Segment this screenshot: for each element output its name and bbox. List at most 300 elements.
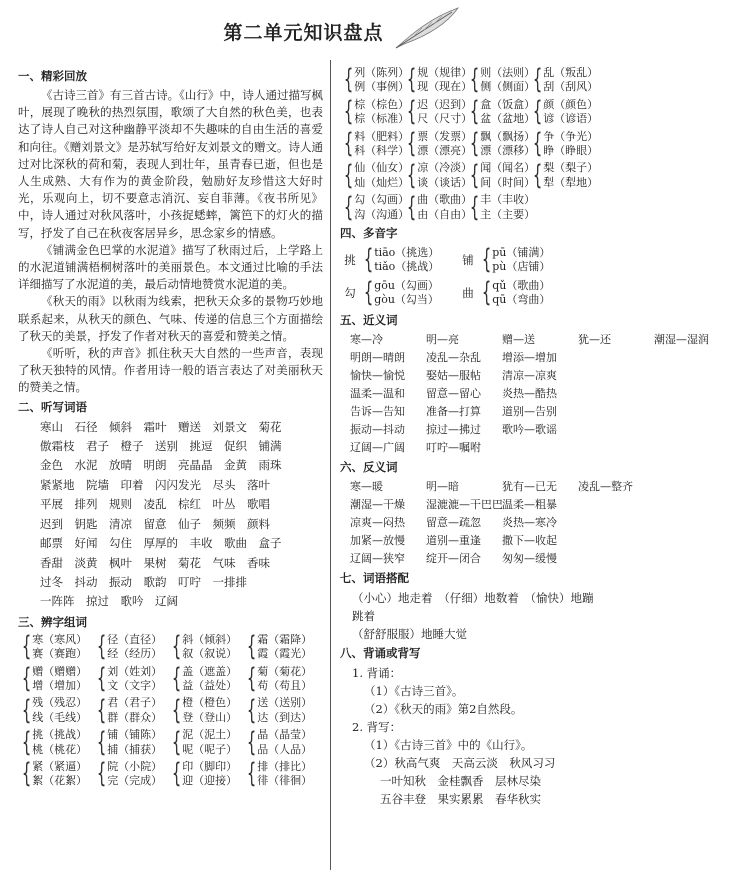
group-word: 登（登山） (182, 710, 238, 724)
feather-icon (392, 4, 462, 52)
group-words (107, 633, 162, 662)
section-heading: 五、近义词 (340, 312, 398, 327)
word-pair-row (340, 439, 595, 457)
word-pair: 明朗—晴朗 (350, 350, 405, 364)
word-group (93, 696, 168, 725)
group-word: 棕（棕色） (354, 97, 410, 111)
word-pair: 匆匆—缓慢 (502, 551, 557, 565)
group-word: 君（君子） (107, 696, 163, 710)
brace-icon: { (363, 277, 374, 309)
word-line: 平展 排列 规则 凌乱 棕红 叶丛 歌唱 (40, 497, 270, 512)
column-divider (330, 60, 331, 870)
recite-item: 五谷丰登 果实累累 春华秋实 (380, 791, 541, 806)
word-pair-row (340, 532, 595, 550)
group-word: 斜（倾斜） (182, 632, 238, 646)
word-pair-row (340, 349, 595, 367)
group-word: 赠（赠赠） (32, 664, 88, 678)
word-group (340, 128, 410, 160)
group-word: 闻（闻名） (480, 161, 536, 175)
word-group (168, 662, 243, 694)
word-line: 金色 水泥 放晴 明朗 亮晶晶 金黄 雨珠 (40, 458, 282, 473)
polyphone-char: 铺 (462, 253, 474, 268)
brace-icon: { (343, 64, 354, 96)
group-word: 料（肥料） (354, 129, 410, 143)
polyphone-reading: gòu（勾当） (374, 293, 439, 307)
group-word: 径（直径） (107, 632, 163, 646)
group-words (32, 760, 87, 789)
section-heading: 一、精彩回放 (18, 69, 87, 83)
brace-icon: { (343, 128, 354, 160)
brace-icon: { (96, 631, 107, 663)
group-word: 间（时间） (480, 175, 536, 189)
word-group (168, 760, 243, 789)
word-pair: 凌乱—整齐 (578, 479, 633, 493)
polyphone-item (340, 246, 458, 275)
group-word: 沟（沟通） (354, 207, 410, 221)
word-pair: 撒下—收起 (502, 533, 557, 547)
polyphone-readings (492, 279, 550, 308)
group-word: 勾（勾画） (354, 193, 410, 207)
group-words (417, 130, 472, 159)
word-group (168, 696, 243, 725)
word-group (18, 760, 93, 789)
group-words (480, 161, 535, 190)
word-group (340, 64, 410, 96)
recite-item: （2）《秋天的雨》第2自然段。 (364, 701, 523, 716)
group-words (543, 130, 598, 159)
brace-icon: { (406, 191, 417, 223)
group-words (182, 696, 237, 725)
word-pair: 振动—抖动 (350, 422, 405, 436)
word-group (529, 96, 599, 128)
brace-icon: { (246, 631, 257, 663)
word-line: 傲霜枝 君子 橙子 送别 挑逗 促织 铺满 (40, 439, 282, 454)
group-words (107, 665, 162, 694)
word-group (466, 191, 536, 223)
group-word: 乱（叛乱） (543, 66, 599, 79)
group-word: 现（现在） (417, 80, 473, 94)
word-pair-row (340, 550, 595, 568)
word-pair: 道别—重逢 (426, 533, 481, 547)
group-word: 尺（尺寸） (417, 112, 473, 126)
brace-icon: { (96, 726, 107, 758)
brace-icon: { (532, 128, 543, 160)
group-word: 争（争光） (543, 129, 599, 143)
group-word: 印（脚印） (182, 759, 238, 773)
polyphone-item (458, 246, 576, 275)
brace-icon: { (469, 191, 480, 223)
group-word: 飘（飘扬） (480, 129, 536, 143)
group-word: 赛（赛跑） (32, 647, 88, 661)
group-word: 科（科学） (354, 144, 410, 158)
group-words (182, 728, 237, 757)
group-word: 例（事例） (354, 80, 410, 94)
brace-icon: { (469, 128, 480, 160)
word-group (340, 96, 410, 128)
group-word: 仙（仙女） (354, 161, 410, 175)
group-word: 橙（橙色） (182, 696, 238, 710)
group-word: 絮（花絮） (32, 774, 88, 788)
word-group (466, 128, 536, 160)
group-word: 挑（挑战） (32, 728, 88, 742)
paragraph: 《铺满金色巴掌的水泥道》描写了秋雨过后，上学路上的水泥道铺满梧桐树落叶的美丽景色。本文通过比喻的手法详细描写了水泥道的美，最后动情地赞赏水泥道的美。 (18, 242, 323, 292)
polyphone-reading: qū（弯曲） (492, 293, 551, 307)
brace-icon: { (171, 631, 182, 663)
page-title: 第二单元知识盘点 (223, 22, 384, 44)
word-pair-row (340, 478, 633, 496)
word-group (529, 159, 599, 191)
word-group (168, 728, 243, 757)
group-word: 则（法则） (480, 66, 536, 79)
group-word: 犁（犁地） (543, 175, 599, 189)
group-word: 泥（泥土） (182, 728, 238, 742)
word-group (403, 96, 473, 128)
brace-icon: { (343, 191, 354, 223)
word-group (243, 728, 318, 757)
group-words (182, 760, 237, 789)
word-pair: 潮湿—干燥 (350, 497, 405, 511)
brace-icon: { (481, 277, 492, 309)
group-word: 主（主要） (480, 207, 536, 221)
group-words (417, 98, 472, 127)
brace-icon: { (343, 96, 354, 128)
recite-item: （1）《古诗三首》。 (364, 683, 464, 698)
brace-icon: { (343, 159, 354, 191)
group-words (480, 130, 535, 159)
group-word: 侧（侧面） (480, 80, 536, 94)
word-pair: 准备—打算 (426, 404, 481, 418)
group-word: 刮（刮风） (543, 80, 599, 94)
group-words (107, 696, 162, 725)
word-pair-row (340, 367, 595, 385)
word-group (243, 696, 318, 725)
word-group (529, 128, 599, 160)
collocation-line: （舒舒服服）地睡大觉 (352, 626, 467, 641)
group-words (32, 665, 87, 694)
group-words (257, 696, 312, 725)
group-word: 曲（歌曲） (417, 193, 473, 207)
polyphone-reading: qǔ（歌曲） (492, 278, 551, 292)
polyphone-char: 勾 (344, 286, 356, 301)
word-pair: 掠过—拂过 (426, 422, 481, 436)
group-word: 叙（叙说） (182, 647, 238, 661)
brace-icon: { (96, 694, 107, 726)
group-word: 菊（菊花） (257, 664, 313, 678)
collocation-line: （小心）地走着 （仔细）地数着 （愉快）地蹦跳着 (352, 590, 594, 623)
word-group (243, 662, 318, 694)
brace-icon: { (96, 662, 107, 694)
word-pair: 寒—冷 (350, 332, 383, 346)
group-word: 增（增加） (32, 678, 88, 692)
group-words (107, 728, 162, 757)
word-line: 香甜 淡黄 枫叶 果树 菊花 气味 香味 (40, 555, 270, 570)
group-word: 霞（霞光） (257, 647, 313, 661)
group-words (257, 633, 312, 662)
group-word: 紧（紧逼） (32, 759, 88, 773)
word-pair: 愉快—愉悦 (350, 368, 405, 382)
word-pair: 辽阔—狭窄 (350, 551, 405, 565)
word-line: 一阵阵 掠过 歌吟 辽阔 (40, 594, 178, 609)
word-group (466, 64, 536, 96)
word-pair: 赠—送 (502, 332, 535, 346)
word-pair: 温柔—粗暴 (502, 497, 557, 511)
brace-icon: { (21, 662, 32, 694)
group-word: 灿（灿烂） (354, 175, 410, 189)
word-pair: 凌乱—杂乱 (426, 350, 481, 364)
word-line: 紧紧地 院墙 印着 闪闪发光 尽头 落叶 (40, 477, 270, 492)
word-pair: 增添—增加 (502, 350, 557, 364)
word-groups-right (340, 64, 599, 223)
word-pair: 明—暗 (426, 479, 459, 493)
group-words (354, 161, 409, 190)
group-word: 由（自由） (417, 207, 473, 221)
group-words (480, 193, 535, 222)
word-pair: 温柔—温和 (350, 386, 405, 400)
group-word: 院（小院） (107, 759, 163, 773)
word-group (93, 662, 168, 694)
brace-icon: { (246, 758, 257, 790)
group-words (32, 728, 87, 757)
recite-item: （1）《古诗三首》中的《山行》。 (364, 737, 533, 752)
word-group (168, 633, 243, 662)
word-group (529, 64, 599, 96)
group-word: 票（发票） (417, 129, 473, 143)
group-word: 丰（丰收） (480, 193, 536, 207)
group-word: 颜（颜色） (543, 97, 599, 111)
brace-icon: { (21, 631, 32, 663)
word-pair: 犹—还 (578, 332, 611, 346)
section-heading: 三、辨字组词 (18, 614, 87, 629)
group-word: 桃（桃花） (32, 742, 88, 756)
word-line: 寒山 石径 倾斜 霜叶 赠送 刘景文 菊花 (40, 419, 282, 434)
brace-icon: { (21, 694, 32, 726)
group-word: 盆（盆地） (480, 112, 536, 126)
group-word: 经（经历） (107, 647, 163, 661)
brace-icon: { (363, 244, 374, 276)
polyphone-reading: pū（铺满） (492, 246, 551, 260)
word-pair: 辽阔—广阔 (350, 440, 405, 454)
word-pair: 犹有—已无 (502, 479, 557, 493)
brace-icon: { (406, 159, 417, 191)
word-pair-row (340, 331, 709, 349)
word-pair: 留意—疏忽 (426, 515, 481, 529)
brace-icon: { (171, 694, 182, 726)
polyphone-reading: gōu（勾画） (374, 278, 439, 292)
word-pair-row (340, 385, 595, 403)
word-pair: 湿漉漉—干巴巴 (426, 497, 503, 511)
word-group (93, 728, 168, 757)
group-word: 迟（迟到） (417, 97, 473, 111)
word-group (466, 96, 536, 128)
group-word: 群（群众） (107, 710, 163, 724)
group-word: 线（毛线） (32, 710, 88, 724)
group-word: 送（送别） (257, 696, 313, 710)
word-group (18, 696, 93, 725)
section-heading: 八、背诵或背写 (340, 645, 421, 660)
polyphone-reading: tiāo（挑选） (374, 246, 440, 260)
page-header (0, 0, 607, 56)
group-word: 谈（谈话） (417, 175, 473, 189)
group-word: 益（益处） (182, 678, 238, 692)
group-word: 残（残忍） (32, 696, 88, 710)
word-group (403, 159, 473, 191)
group-word: 盖（遮盖） (182, 664, 238, 678)
brace-icon: { (171, 662, 182, 694)
group-words (417, 66, 472, 95)
section-heading: 七、词语搭配 (340, 570, 409, 585)
brace-icon: { (469, 64, 480, 96)
word-pair: 叮咛—嘱咐 (426, 440, 481, 454)
word-line: 迟到 钥匙 清凉 留意 仙子 频频 颜料 (40, 516, 270, 531)
polyphone-item (458, 279, 576, 308)
brace-icon: { (246, 726, 257, 758)
group-words (257, 665, 312, 694)
group-word: 刘（姓刘） (107, 664, 163, 678)
group-word: 梨（梨子） (543, 161, 599, 175)
group-words (32, 696, 87, 725)
word-pair: 清凉—凉爽 (502, 368, 557, 382)
polyphone-item (340, 279, 458, 308)
group-words (182, 665, 237, 694)
polyphone-char: 挑 (344, 253, 356, 268)
word-line: 邮票 好闻 勾住 厚厚的 丰收 歌曲 盒子 (40, 536, 282, 551)
section-heading: 六、反义词 (340, 459, 398, 474)
brace-icon: { (532, 64, 543, 96)
group-words (257, 728, 312, 757)
word-pair: 凉爽—闷热 (350, 515, 405, 529)
group-word: 凉（冷淡） (417, 161, 473, 175)
group-words (354, 98, 409, 127)
word-pair: 绽开—闭合 (426, 551, 481, 565)
group-word: 列（陈列） (354, 66, 410, 79)
word-group (340, 159, 410, 191)
word-pair-row (340, 421, 595, 439)
word-group (466, 159, 536, 191)
left-column (18, 66, 323, 792)
word-groups-left (18, 633, 323, 789)
word-pair: 娶姑—服帖 (426, 368, 481, 382)
group-word: 漂（漂移） (480, 144, 536, 158)
brace-icon: { (532, 96, 543, 128)
group-word: 迎（迎接） (182, 774, 238, 788)
group-words (543, 98, 598, 127)
word-pair-row (340, 403, 595, 421)
word-group (93, 760, 168, 789)
group-words (107, 760, 162, 789)
section-heading: 二、听写词语 (18, 399, 87, 414)
word-group (403, 191, 473, 223)
section-heading: 四、多音字 (340, 226, 398, 241)
group-word: 晶（晶莹） (257, 728, 313, 742)
group-word: 睁（睁眼） (543, 144, 599, 158)
word-group (340, 191, 410, 223)
group-word: 徘（徘徊） (257, 774, 313, 788)
group-words (417, 161, 472, 190)
brace-icon: { (532, 159, 543, 191)
group-word: 达（到达） (257, 710, 313, 724)
group-word: 文（文字） (107, 678, 163, 692)
brace-icon: { (469, 159, 480, 191)
group-words (543, 161, 598, 190)
recite-item: （2）秋高气爽 天高云淡 秋风习习 (364, 755, 556, 770)
word-group (403, 128, 473, 160)
polyphone-reading: pù（店铺） (492, 260, 551, 274)
word-group (93, 633, 168, 662)
brace-icon: { (406, 128, 417, 160)
word-pair: 寒—暖 (350, 479, 383, 493)
group-word: 漂（漂亮） (417, 144, 473, 158)
brace-icon: { (469, 96, 480, 128)
word-pair-row (340, 496, 595, 514)
polyphone-reading: tiǎo（挑战） (374, 260, 440, 274)
group-words (354, 193, 409, 222)
group-words (182, 633, 237, 662)
group-words (257, 760, 312, 789)
polyphone-readings (492, 246, 550, 275)
word-pair: 炎热—酷热 (502, 386, 557, 400)
group-word: 棕（标准） (354, 112, 410, 126)
brace-icon: { (481, 244, 492, 276)
group-word: 品（人品） (257, 742, 313, 756)
polyphone-list (340, 244, 595, 310)
word-line: 过冬 抖动 振动 歌韵 叮咛 一排排 (40, 574, 247, 589)
group-words (354, 130, 409, 159)
group-words (32, 633, 87, 662)
group-words (354, 66, 409, 95)
paragraph: 《听听，秋的声音》抓住秋天大自然的一些声音，表现了秋天独特的风情。作者用诗一般的语言表达了对美丽秋天的赞美之情。 (18, 346, 323, 395)
brace-icon: { (406, 64, 417, 96)
group-words (417, 193, 472, 222)
word-pair: 留意—留心 (426, 386, 481, 400)
word-pair: 加紧—放慢 (350, 533, 405, 547)
word-pair-row (340, 514, 595, 532)
polyphone-readings (374, 246, 439, 275)
group-word: 呢（呢子） (182, 742, 238, 756)
recite-item: 2. 背写： (352, 719, 402, 734)
right-column (340, 64, 709, 808)
recite-item: 1. 背诵： (352, 665, 402, 680)
word-pair: 告诉—告知 (350, 404, 405, 418)
word-pair: 明—亮 (426, 332, 459, 346)
word-group (243, 633, 318, 662)
group-word: 盒（饭盒） (480, 97, 536, 111)
group-word: 寒（寒风） (32, 632, 88, 646)
word-pair: 潮湿—湿润 (654, 332, 709, 346)
group-word: 捕（捕获） (107, 742, 163, 756)
group-word: 铺（铺陈） (107, 728, 163, 742)
paragraph: 《古诗三首》有三首古诗。《山行》中，诗人通过描写枫叶，展现了晚秋的热烈氛围，歌颂了大自然的秋色美，也表达了诗人自己对这种幽静平淡却不失趣味的自由生活的喜爱和向往。《赠刘景文》是苏轼写给好友刘景文的赠文。诗人通过对比深秋的荷和菊，表现人到壮年，虽青春已逝，但也是人生成熟、大有作为的黄金阶段，勉励好友珍惜这大好时光，乐观向上，切不要意志消沉、妄自菲薄。《夜书所见》中，诗人通过对秋风落叶，小孩捉蟋蟀，篱笆下的灯火的描写，抒发了自己在秋夜客居异乡，思念家乡的情感。 (18, 88, 323, 240)
word-group (403, 64, 473, 96)
word-group (243, 760, 318, 789)
group-word: 完（完成） (107, 774, 163, 788)
brace-icon: { (246, 662, 257, 694)
paragraph: 《秋天的雨》以秋雨为线索，把秋天众多的景物巧妙地联系起来，从秋天的颜色、气味、传递的信息三个方面描绘了秋天的美景，抒发了作者对秋天的喜爱和赞美之情。 (18, 294, 323, 343)
word-group (18, 662, 93, 694)
word-pair: 炎热—寒冷 (502, 515, 557, 529)
word-pair: 道别—告别 (502, 404, 557, 418)
group-words (480, 66, 535, 95)
brace-icon: { (21, 758, 32, 790)
group-word: 霜（霜降） (257, 632, 313, 646)
group-word: 排（排比） (257, 759, 313, 773)
polyphone-readings (374, 279, 439, 308)
brace-icon: { (406, 96, 417, 128)
brace-icon: { (96, 758, 107, 790)
brace-icon: { (246, 694, 257, 726)
word-group (18, 633, 93, 662)
brace-icon: { (171, 726, 182, 758)
brace-icon: { (171, 758, 182, 790)
